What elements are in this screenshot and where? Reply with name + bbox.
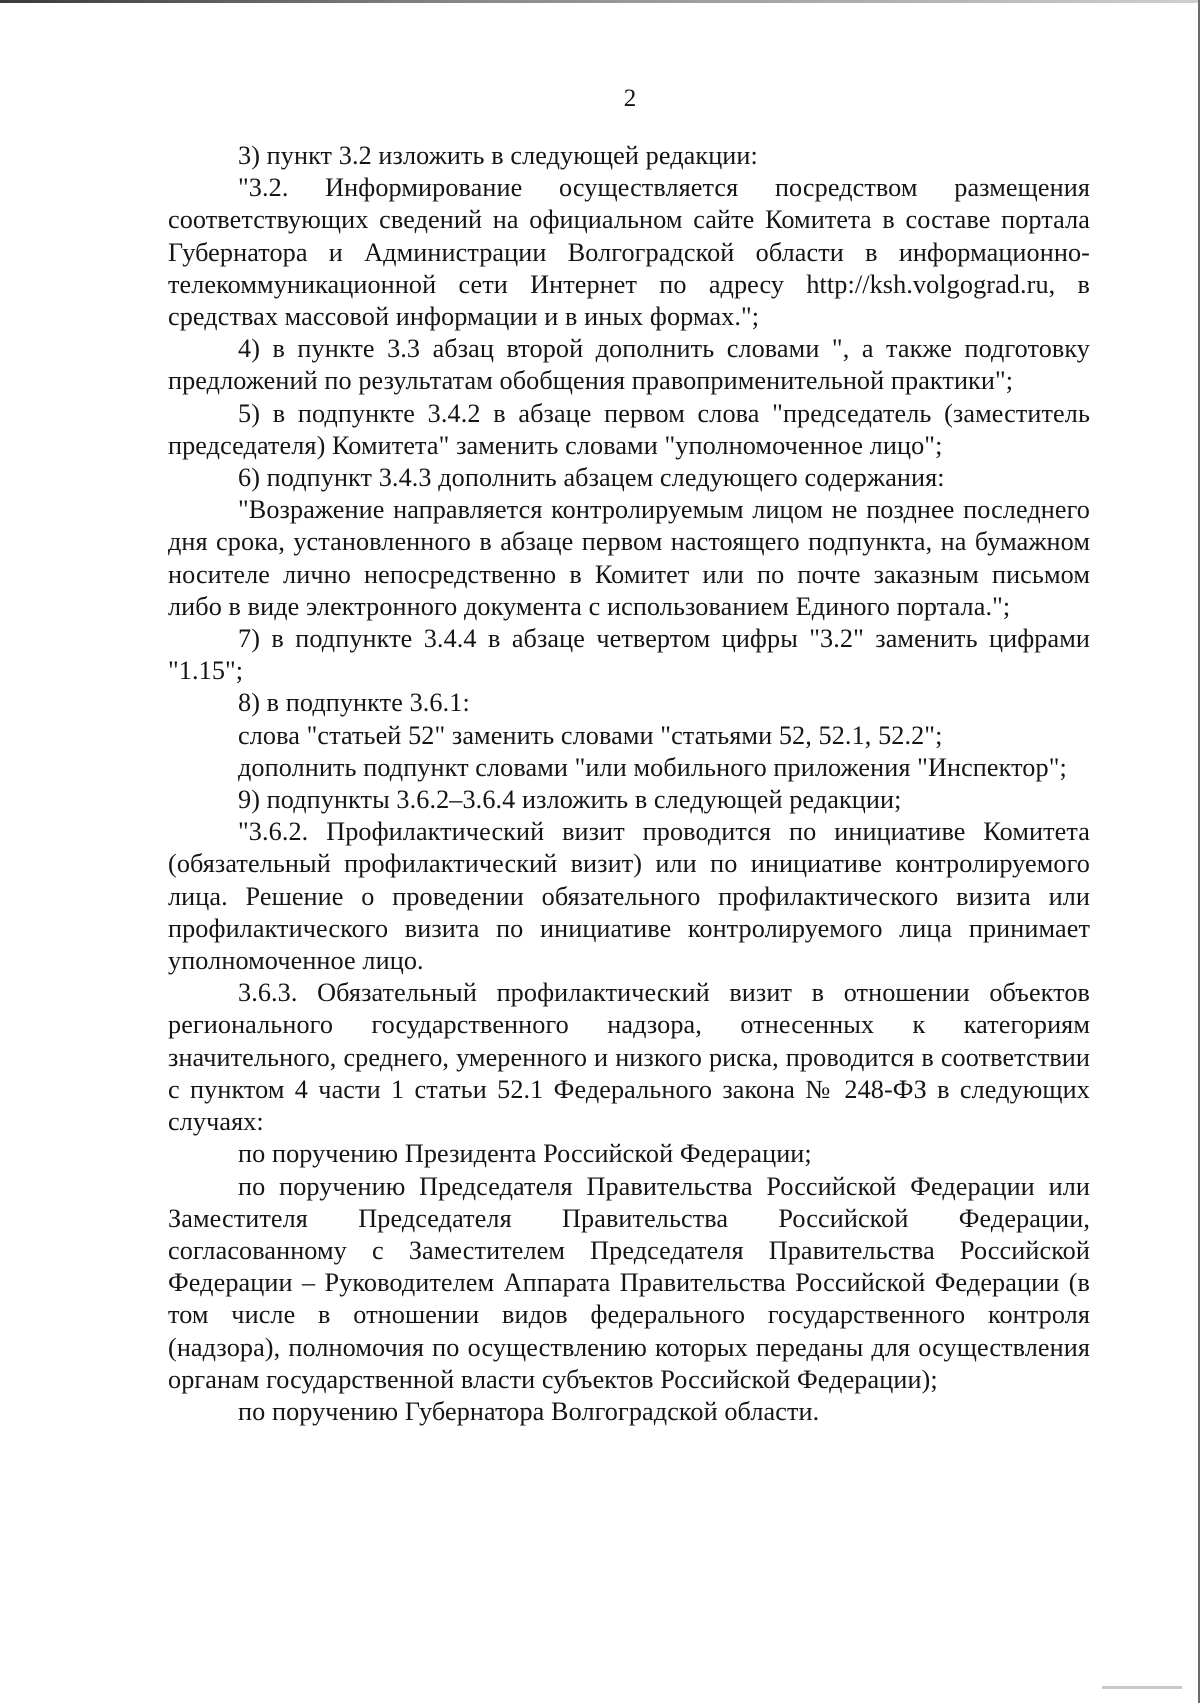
scan-edge-top [0, 0, 1200, 3]
paragraph-item-8-words: слова "статьей 52" заменить словами "статьями 52, 52.1, 52.2"; [238, 720, 943, 750]
scan-mark [1102, 1686, 1182, 1689]
paragraph-item-8: 8) в подпункте 3.6.1: [238, 688, 470, 718]
paragraph-item-5: 5) в подпункте 3.4.2 в абзаце первом слова "председатель (заместитель председателя) Комитета" заменить словами "уполномоченное лицо"; [168, 398, 1090, 460]
paragraph-item-8-supplement: дополнить подпункт словами "или мобильного приложения "Инспектор"; [238, 752, 1067, 782]
page-number: 2 [623, 85, 637, 112]
paragraph-point-3-2: "3.2. Информирование осуществляется посредством размещения соответствующих сведений на официальном сайте Комитета в составе портала Губернатора и Администрации Волгоградской области в информационно-телекоммуникационной сети Интернет по адресу http://ksh.volgograd.ru, в средствах массовой информации и в иных формах."; [168, 173, 1090, 332]
paragraph-point-3-6-2: "3.6.2. Профилактический визит проводится по инициативе Комитета (обязательный профилактический визит) или по инициативе контролируемого лица. Решение о проведении обязательного профилактического визита или профилактического визита по инициативе контролируемого лица принимает уполномоченное лицо. [168, 817, 1090, 976]
paragraph-objection: "Возражение направляется контролируемым лицом не позднее последнего дня срока, установленного в абзаце первом настоящего подпункта, на бумажном носителе лично непосредственно в Комитет или по почте заказным письмом либо в виде электронного документа с использованием Единого портала."; [168, 495, 1090, 621]
paragraph-item-3: 3) пункт 3.2 изложить в следующей редакции: [238, 141, 758, 170]
paragraph-president-order: по поручению Президента Российской Федерации; [238, 1139, 812, 1169]
paragraph-point-3-6-3: 3.6.3. Обязательный профилактический визит в отношении объектов регионального государственного надзора, отнесенных к категориям значительного, среднего, умеренного и низкого риска, проводится в соответствии с пунктом 4 части 1 статьи 52.1 Федерального закона № 248-ФЗ в следующих случаях: [168, 978, 1090, 1137]
paragraph-item-4: 4) в пункте 3.3 абзац второй дополнить словами ", а также подготовку предложений по результатам обобщения правоприменительной практики"; [168, 334, 1090, 396]
document-body [168, 140, 1090, 1428]
paragraph-government-order: по поручению Председателя Правительства Российской Федерации или Заместителя Председателя Правительства Российской Федерации, согласованному с Заместителем Председателя Правительства Российской Федерации – Руководителем Аппарата Правительства Российской Федерации (в том числе в отношении видов федерального государственного контроля (надзора), полномочия по осуществлению которых переданы для осуществления органам государственной власти субъектов Российской Федерации); [168, 1171, 1090, 1394]
paragraph-governor-order: по поручению Губернатора Волгоградской области. [238, 1396, 820, 1426]
paragraph-item-9: 9) подпункты 3.6.2–3.6.4 изложить в следующей редакции; [238, 785, 902, 815]
paragraph-item-6: 6) подпункт 3.4.3 дополнить абзацем следующего содержания: [238, 463, 945, 493]
paragraph-item-7: 7) в подпункте 3.4.4 в абзаце четвертом цифры "3.2" заменить цифрами "1.15"; [168, 624, 1090, 686]
